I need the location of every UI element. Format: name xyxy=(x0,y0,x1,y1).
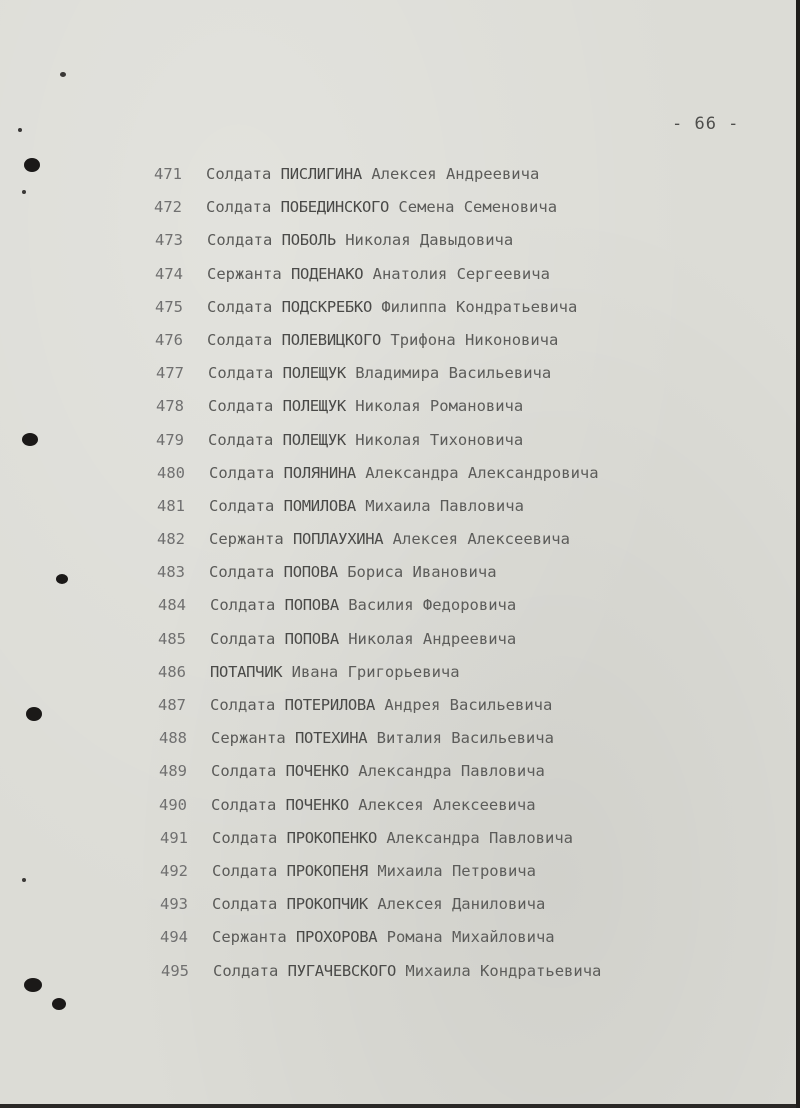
entry-given-names: Николая Романовича xyxy=(355,397,524,416)
entry-given-names: Андрея Васильевича xyxy=(384,696,553,714)
list-item xyxy=(154,759,601,792)
entry-number: 475 xyxy=(155,297,183,316)
entry-number: 482 xyxy=(157,530,185,549)
entry-number: 492 xyxy=(160,861,188,880)
entry-rank: Солдата xyxy=(207,231,273,250)
list-item xyxy=(154,560,601,593)
list-item xyxy=(154,892,601,925)
entry-rank: Сержанта xyxy=(211,729,286,748)
list-item xyxy=(154,660,601,693)
entry-given-names: Александра Павловича xyxy=(386,828,573,847)
entry-rank: Сержанта xyxy=(207,264,282,283)
entry-given-names: Алексея Алексеевича xyxy=(392,530,570,549)
entry-given-names: Бориса Ивановича xyxy=(347,563,497,582)
paper-speck xyxy=(22,878,26,882)
binder-hole xyxy=(22,433,38,446)
entry-rank: Солдата xyxy=(206,165,272,183)
scan-edge xyxy=(796,0,800,1108)
entry-given-names: Александра Александровича xyxy=(365,463,599,482)
entry-surname: ПОЛЕВИЦКОГО xyxy=(281,330,382,349)
entry-given-names: Алексея Даниловича xyxy=(377,895,546,914)
entry-given-names: Михаила Павловича xyxy=(365,496,524,515)
entry-number: 488 xyxy=(159,729,187,748)
entry-rank: Солдата xyxy=(207,297,273,316)
entry-rank: Солдата xyxy=(210,696,276,714)
entry-given-names: Николая Андреевича xyxy=(348,629,517,648)
entry-number: 485 xyxy=(158,629,186,648)
entry-given-names: Николая Тихоновича xyxy=(355,430,524,449)
entry-number: 478 xyxy=(156,397,184,416)
entry-number: 490 xyxy=(159,795,187,814)
entry-rank: Солдата xyxy=(209,563,275,582)
entry-number: 495 xyxy=(161,961,189,980)
entry-number: 477 xyxy=(156,364,184,383)
entry-rank: Солдата xyxy=(212,828,278,847)
entry-given-names: Владимира Васильевича xyxy=(355,364,552,383)
list-item xyxy=(154,925,601,958)
paper-speck xyxy=(60,72,66,77)
paper-speck xyxy=(18,128,22,132)
entry-rank: Солдата xyxy=(212,895,278,914)
entry-given-names: Трифона Никоновича xyxy=(390,330,559,349)
list-item xyxy=(154,527,601,560)
entry-given-names: Алексея Андреевича xyxy=(371,165,540,183)
entry-number: 479 xyxy=(156,430,184,449)
entry-number: 484 xyxy=(158,596,186,615)
entry-surname: ПОЛЯНИНА xyxy=(283,463,356,482)
entry-number: 471 xyxy=(154,165,182,183)
entry-given-names: Филиппа Кондратьевича xyxy=(381,297,578,316)
list-item xyxy=(154,494,601,527)
binder-hole xyxy=(52,998,66,1010)
entry-surname: ПОЛЕЩУК xyxy=(282,397,346,416)
entry-rank: Солдата xyxy=(212,861,278,880)
entry-surname: ПОБЕДИНСКОГО xyxy=(280,198,390,217)
entry-surname: ПОЛЕЩУК xyxy=(282,430,346,449)
entry-surname: ПРОХОРОВА xyxy=(296,928,378,947)
list-item xyxy=(154,195,601,228)
entry-number: 472 xyxy=(154,198,182,217)
entry-surname: ПОБОЛЬ xyxy=(281,231,336,250)
entry-number: 480 xyxy=(157,463,185,482)
entry-surname: ПОПОВА xyxy=(284,596,339,615)
entry-surname: ПРОКОПЧИК xyxy=(286,895,368,914)
list-item xyxy=(154,593,601,626)
entry-number: 481 xyxy=(157,496,185,515)
list-item xyxy=(154,959,601,992)
entry-surname: ПОМИЛОВА xyxy=(283,496,356,515)
entry-given-names: Александра Павловича xyxy=(358,762,545,781)
entry-rank: Солдата xyxy=(213,961,279,980)
entry-given-names: Михаила Петровича xyxy=(377,861,536,880)
entry-surname: ПОДСКРЕБКО xyxy=(281,297,372,316)
list-item xyxy=(154,428,601,461)
binder-hole xyxy=(56,574,68,584)
list-item xyxy=(154,295,601,328)
entry-surname: ПОПЛАУХИНА xyxy=(293,530,384,549)
list-item xyxy=(154,826,601,859)
entry-given-names: Василия Федоровича xyxy=(348,596,517,615)
entry-surname: ПОПОВА xyxy=(284,629,339,648)
entry-rank: Солдата xyxy=(207,330,273,349)
entry-surname: ПОТЕХИНА xyxy=(295,729,368,748)
entry-number: 491 xyxy=(160,828,188,847)
entry-surname: ПОДЕНАКО xyxy=(291,264,364,283)
entry-surname: ПОЧЕНКО xyxy=(285,795,349,814)
entry-number: 474 xyxy=(155,264,183,283)
list-item xyxy=(154,461,601,494)
entry-surname: ПОТЕРИЛОВА xyxy=(284,696,375,714)
entry-given-names: Семена Семеновича xyxy=(398,198,558,217)
entry-number: 486 xyxy=(158,662,186,681)
entry-number: 487 xyxy=(158,696,186,714)
entry-given-names: Анатолия Сергеевича xyxy=(372,264,550,283)
entry-given-names: Ивана Григорьевича xyxy=(291,662,460,681)
list-item xyxy=(154,793,601,826)
entry-number: 473 xyxy=(155,231,183,250)
list-item xyxy=(154,627,601,660)
entry-rank: Солдата xyxy=(208,430,274,449)
list-item xyxy=(154,162,601,195)
list-item xyxy=(154,859,601,892)
entry-given-names: Романа Михайловича xyxy=(386,928,555,947)
binder-hole xyxy=(24,978,42,992)
entry-number: 494 xyxy=(160,928,188,947)
entry-rank: Солдата xyxy=(208,397,274,416)
entry-rank: Солдата xyxy=(209,496,275,515)
entry-rank: Солдата xyxy=(208,364,274,383)
entry-number: 493 xyxy=(160,895,188,914)
entry-surname: ПРОКОПЕНЯ xyxy=(286,861,368,880)
entry-surname: ПОЧЕНКО xyxy=(285,762,349,781)
entry-surname: ПОЛЕЩУК xyxy=(282,364,346,383)
entry-surname: ПРОКОПЕНКО xyxy=(286,828,377,847)
entry-rank: Солдата xyxy=(211,795,277,814)
entry-rank: Солдата xyxy=(209,463,275,482)
list-item xyxy=(154,726,601,759)
personnel-list xyxy=(154,162,601,992)
list-item xyxy=(154,262,601,295)
binder-hole xyxy=(26,707,42,721)
page-number: - 66 - xyxy=(672,114,740,134)
entry-rank: Солдата xyxy=(211,762,277,781)
entry-rank: Сержанта xyxy=(209,530,284,549)
list-item xyxy=(154,328,601,361)
list-item xyxy=(154,228,601,261)
entry-surname: ПИСЛИГИНА xyxy=(280,165,362,183)
list-item xyxy=(154,394,601,427)
entry-number: 489 xyxy=(159,762,187,781)
list-item xyxy=(154,693,601,726)
entry-number: 483 xyxy=(157,563,185,582)
entry-surname: ПУГАЧЕВСКОГО xyxy=(287,961,397,980)
entry-given-names: Михаила Кондратьевича xyxy=(405,961,602,980)
entry-number: 476 xyxy=(155,330,183,349)
entry-rank: Солдата xyxy=(210,596,276,615)
entry-given-names: Алексея Алексеевича xyxy=(358,795,536,814)
paper-speck xyxy=(22,190,26,194)
entry-given-names: Николая Давыдовича xyxy=(345,231,514,250)
entry-surname: ПОТАПЧИК xyxy=(210,662,283,681)
binder-hole xyxy=(24,158,40,172)
entry-surname: ПОПОВА xyxy=(283,563,338,582)
list-item xyxy=(154,361,601,394)
entry-rank: Сержанта xyxy=(212,928,287,947)
entry-rank: Солдата xyxy=(206,198,272,217)
entry-rank: Солдата xyxy=(210,629,276,648)
entry-given-names: Виталия Васильевича xyxy=(376,729,554,748)
